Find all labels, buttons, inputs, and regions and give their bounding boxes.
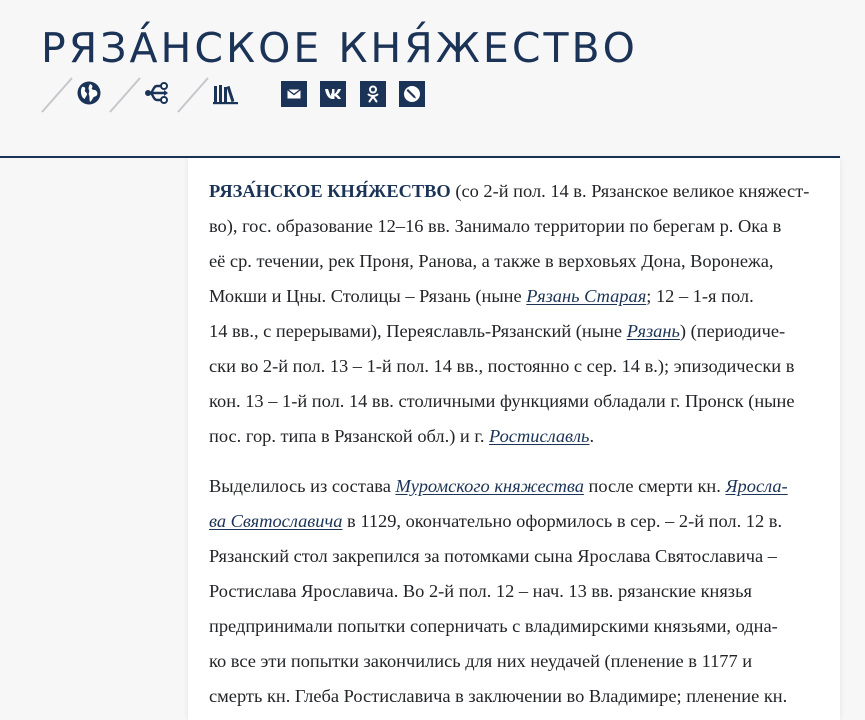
article-paragraph-2: Выделилось из состава Муромского княжества после смерти кн. Яросла- ва Святославича в 1129, окончательно оформилось в сер. – 2-й пол. 12 в. Рязанский стол закрепился за потомками сына Ярослава Святославича – Ростислава Ярославича. Во 2-й пол. 12 – нач. 13 вв. рязанские князья предпринимали попытки соперничать с владимирскими князьями, одна- ко все эти попытки закончились для них неудачей (пленение в 1177 и смерть кн. Глеба Ростиславича в заключении во Владимире; пленение кн. <box>209 476 788 706</box>
article-term: РЯЗА́НСКОЕ КНЯ́ЖЕСТВО <box>209 181 451 201</box>
email-share-icon[interactable] <box>281 81 307 107</box>
link-rostislavl[interactable]: Ростиславль <box>489 426 590 446</box>
share-network-icon[interactable] <box>144 80 170 106</box>
link-yaroslav-svyatoslavich[interactable]: Яросла- <box>725 476 788 496</box>
odnoklassniki-share-icon[interactable] <box>360 81 386 107</box>
link-ryazan[interactable]: Рязань <box>626 321 680 341</box>
slash-divider <box>176 76 210 114</box>
library-books-icon[interactable] <box>212 80 240 106</box>
livejournal-share-icon[interactable] <box>399 81 425 107</box>
link-yaroslav-svyatoslavich[interactable]: ва Святославича <box>209 511 343 531</box>
article-card <box>188 158 840 720</box>
globe-icon[interactable] <box>76 80 102 106</box>
article-paragraph-1: РЯЗА́НСКОЕ КНЯ́ЖЕСТВО (со 2-й пол. 14 в. Рязанское великое княжест- во), гос. образование 12–16 вв. Занимало территории по берегам р. Ока в её ср. течении, рек Проня, Ранова, а также в верховьях Дона, Воронежа, Мокши и Цны. Столицы – Рязань (ныне Рязань Старая; 12 – 1-я пол. 14 вв., с перерывами), Переяславль-Рязанский (ныне Рязань) (периодиче- ски во 2-й пол. 13 – 1-й пол. 14 вв., постоянно с сер. 14 в.); эпизодически в кон. 13 – 1-й пол. 14 вв. столичными функциями обладали г. Пронск (ныне пос. гор. типа в Рязанской обл.) и г. Ростиславль. <box>209 181 810 446</box>
link-ryazan-staraya[interactable]: Рязань Старая <box>526 286 647 306</box>
link-muromskoe-knyazhestvo[interactable]: Муромского княжества <box>395 476 584 496</box>
slash-divider <box>40 76 74 114</box>
page-title: РЯЗА́НСКОЕ КНЯ́ЖЕСТВО <box>41 24 638 72</box>
vk-share-icon[interactable] <box>320 81 346 107</box>
slash-divider <box>108 76 142 114</box>
toolbar <box>40 76 460 114</box>
